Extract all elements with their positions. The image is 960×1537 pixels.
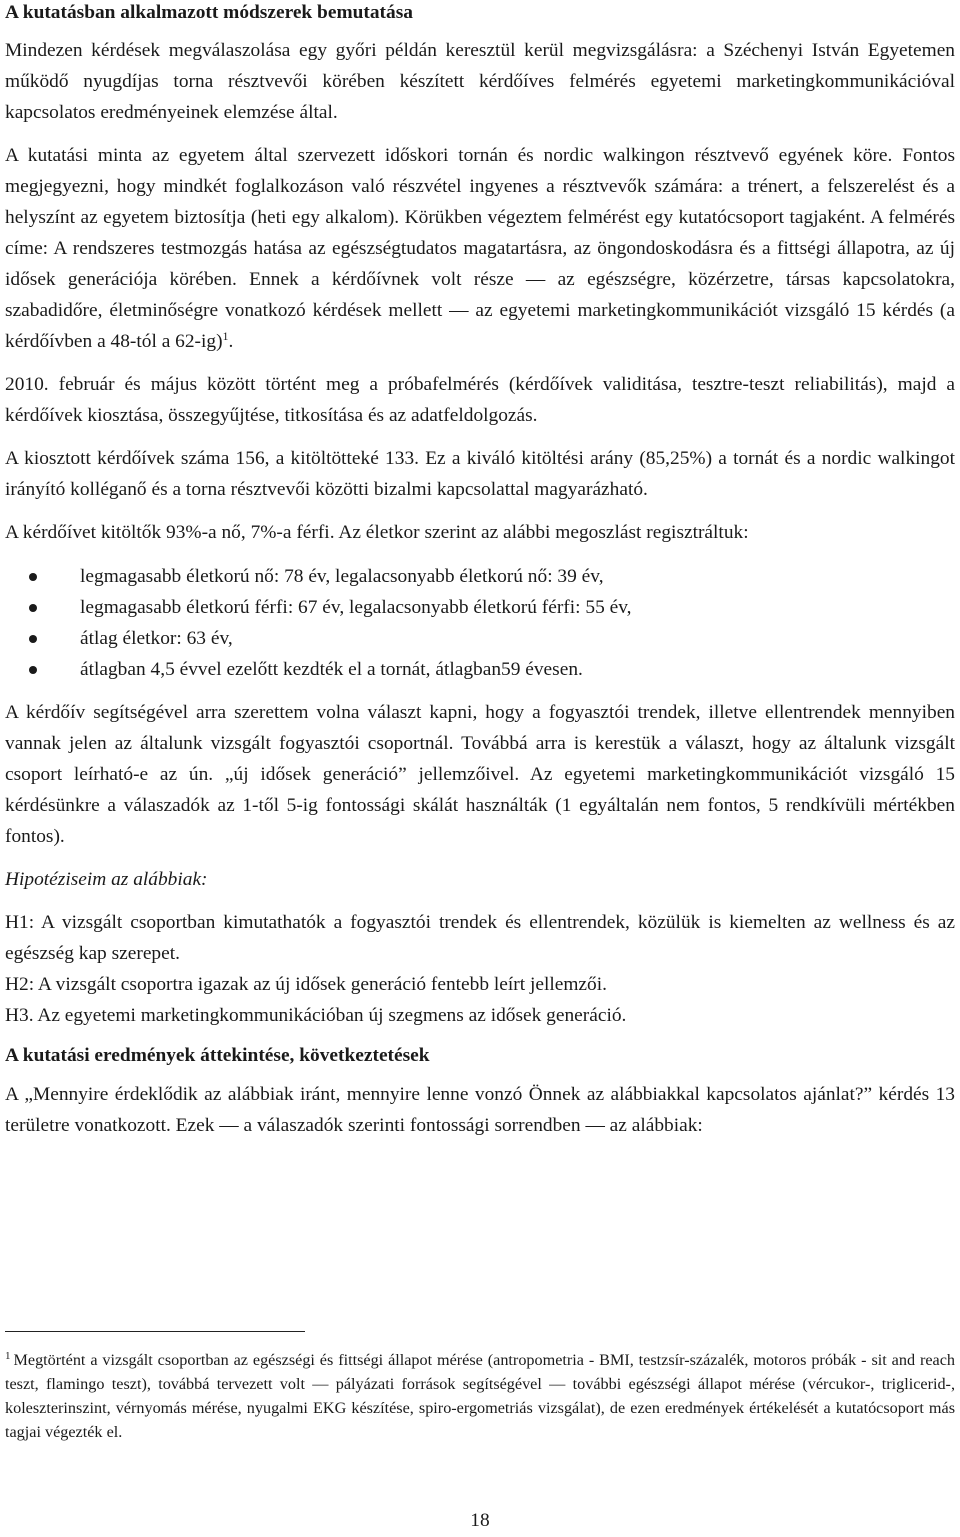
paragraph-results-intro: A „Mennyire érdeklődik az alábbiak iránt, mennyire lenne vonzó Önnek az alábbiakkal kapcsolatos ajánlat?” kérdés 13 területre vonatkozott. Ezek — a válaszadók szerinti fontossági sorrendben — az alábbiak: — [5, 1084, 955, 1136]
paragraph-demographics: A kérdőívet kitöltők 93%-a nő, 7%-a férfi. Az életkor szerint az alábbi megoszlást regisztráltuk: — [5, 522, 749, 543]
footnote — [5, 1348, 955, 1444]
paragraph-sample-end: . — [228, 331, 234, 352]
paragraph-sample — [5, 140, 955, 357]
age-bullet-list — [5, 561, 955, 685]
page-number: 18 — [470, 1510, 490, 1531]
footnote-separator — [5, 1331, 305, 1332]
section-heading-results: A kutatási eredmények áttekintése, következtetések — [5, 1045, 430, 1066]
bullet-icon — [29, 666, 37, 674]
list-item-text: legmagasabb életkorú nő: 78 év, legalacsonyabb életkorú nő: 39 év, — [80, 566, 604, 587]
bullet-icon — [29, 635, 37, 643]
list-item — [5, 623, 955, 654]
bullet-icon — [29, 573, 37, 581]
paragraph-goals: A kérdőív segítségével arra szerettem volna választ kapni, hogy a fogyasztói trendek, illetve ellentrendek mennyiben vannak jelen az általunk vizsgált fogyasztói csoportnál. Továbbá arra is kerestük a választ, hogy az általunk vizsgált csoport leírható-e az ún. „új idősek generáció” jellemzőivel. Az egyetemi marketingkommunikációt vizsgáló 15 kérdésünkre a válaszadók az 1-től 5-ig fontossági skálát használták (1 egyáltalán nem fontos, 5 rendkívüli mértékben fontos). — [5, 702, 955, 847]
footnote-number: 1 — [5, 1350, 11, 1362]
hypotheses-title: Hipotéziseim az alábbiak: — [5, 869, 208, 890]
list-item-text: átlagban 4,5 évvel ezelőtt kezdték el a tornát, átlagban59 évesen. — [80, 659, 583, 680]
hypothesis-1: H1: A vizsgált csoportban kimutathatók a fogyasztói trendek és ellentrendek, közülük is kiemelten az wellness és az egészség kap szerepet. — [5, 912, 955, 964]
hypothesis-2: H2: A vizsgált csoportra igazak az új idősek generáció fentebb leírt jellemzői. — [5, 974, 607, 995]
page-content — [5, 0, 955, 1141]
list-item-text: legmagasabb életkorú férfi: 67 év, legalacsonyabb életkorú férfi: 55 év, — [80, 597, 632, 618]
list-item — [5, 654, 955, 685]
paragraph-intro: Mindezen kérdések megválaszolása egy győri példán keresztül kerül megvizsgálásra: a Széchenyi István Egyetemen működő nyugdíjas torna résztvevői körében készített kérdőíves felmérés egyetemi marketingkommunikációval kapcsolatos eredményeinek elemzése által. — [5, 40, 955, 123]
bullet-icon — [29, 604, 37, 612]
paragraph-pilot: 2010. február és május között történt meg a próbafelmérés (kérdőívek validitása, tesztre-teszt reliabilitás), majd a kérdőívek kiosztása, összegyűjtése, titkosítása és az adatfeldolgozás. — [5, 374, 955, 426]
footnote-reference: 1 — [222, 329, 229, 343]
paragraph-sample-text: A kutatási minta az egyetem által szervezett időskori tornán és nordic walkingon résztvevő egyének köre. Fontos megjegyezni, hogy mindkét foglalkozáson való részvétel ingyenes a résztvevők számára: a trénert, a felszerelést és a helyszínt az egyetem biztosítja (heti egy alkalom). Körükben végeztem felmérést egy kutatócsoport tagjaként. A felmérés címe: A rendszeres testmozgás hatása az egészségtudatos magatartásra, az öngondoskodásra és a fittségi állapotra, az új idősek generációja körében. Ennek a kérdőívnek volt része — az egészségre, közérzetre, társas kapcsolatokra, szabadidőre, életminőségre vonatkozó kérdések mellett — az egyetemi marketingkommunikációt vizsgáló 15 kérdés (a kérdőívben a 48-tól a 62-ig) — [5, 145, 955, 352]
section-heading-methods: A kutatásban alkalmazott módszerek bemutatása — [5, 2, 413, 23]
list-item-text: átlag életkor: 63 év, — [80, 628, 233, 649]
list-item — [5, 592, 955, 623]
hypothesis-3: H3. Az egyetemi marketingkommunikációban új szegmens az idősek generáció. — [5, 1005, 627, 1026]
footnote-text: Megtörtént a vizsgált csoportban az egészségi és fittségi állapot mérése (antropometria - BMI, testzsír-százalék, motoros próbák - sit and reach teszt, flamingo teszt), továbbá tervezett volt — pályázati források segítségével — további egészségi állapot mérése (vércukor-, triglicerid-, koleszterinszint, vérnyomás mérése, nyugalmi EKG készítése, spiro-ergometriás vizsgálat), de ezen eredmények értékelését a kutatócsoport más tagjai végezték el. — [5, 1351, 955, 1441]
list-item — [5, 561, 955, 592]
paragraph-response-rate: A kiosztott kérdőívek száma 156, a kitöltötteké 133. Ez a kiváló kitöltési arány (85,25%) a tornát és a nordic walkingot irányító kolléganő és a torna résztvevői közötti bizalmi kapcsolattal magyarázható. — [5, 448, 955, 500]
